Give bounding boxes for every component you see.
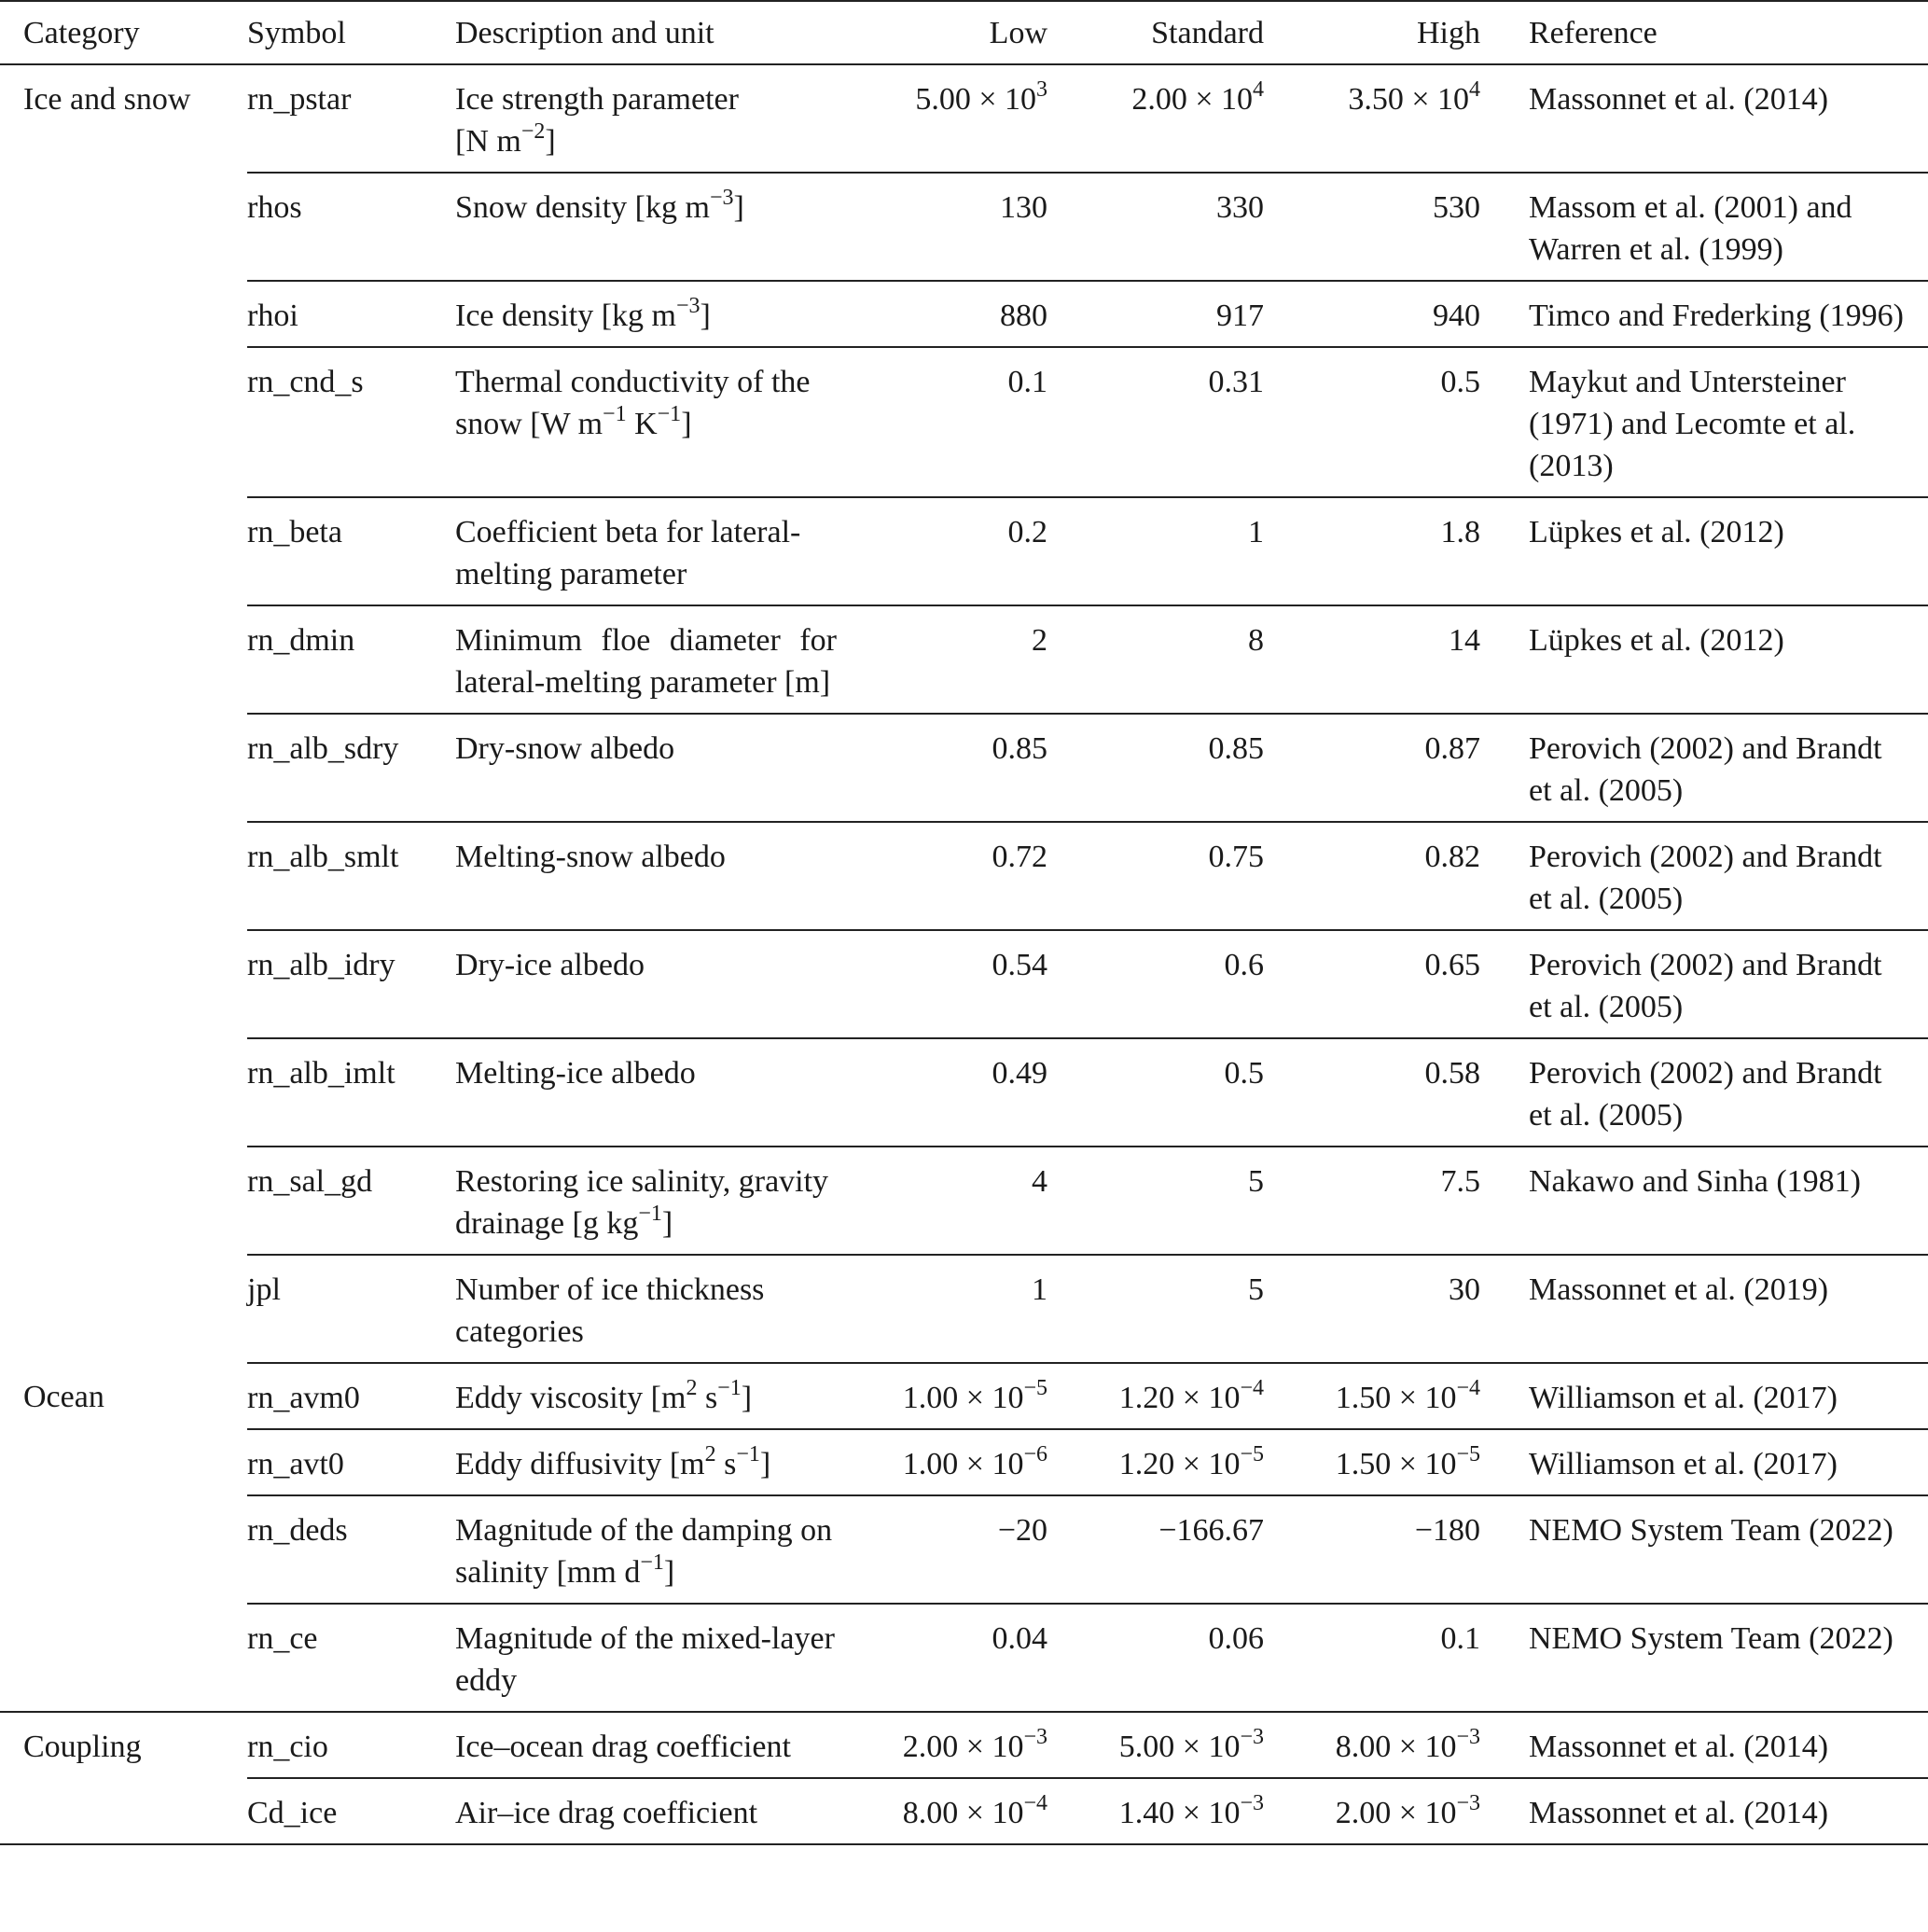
unit-exponent: −3 — [676, 293, 700, 318]
description-cell — [455, 1495, 863, 1604]
unit-exponent: −1 — [603, 401, 627, 426]
high-cell: 0.65 — [1294, 930, 1510, 1038]
standard-mantissa: 1.40 × 10 — [1118, 1796, 1241, 1830]
symbol-cell: rn_sal_gd — [247, 1147, 455, 1255]
standard-cell — [1077, 64, 1294, 173]
symbol-cell: rn_alb_sdry — [247, 714, 455, 822]
unit-mid: s — [715, 1447, 737, 1481]
table-row — [0, 822, 1928, 930]
reference-cell: Williamson et al. (2017) — [1510, 1363, 1928, 1429]
standard-cell: 1 — [1077, 497, 1294, 605]
reference-cell: Massonnet et al. (2014) — [1510, 1778, 1928, 1844]
description-cell — [455, 347, 863, 497]
standard-cell — [1077, 1429, 1294, 1495]
high-cell: 0.58 — [1294, 1038, 1510, 1147]
reference-cell: Massom et al. (2001) and Warren et al. (1999) — [1510, 173, 1928, 281]
standard-cell: −166.67 — [1077, 1495, 1294, 1604]
standard-cell: 0.75 — [1077, 822, 1294, 930]
table-row — [0, 930, 1928, 1038]
description-cell: Melting-snow albedo — [455, 822, 863, 930]
low-exponent: 3 — [1036, 76, 1047, 102]
standard-cell: 330 — [1077, 173, 1294, 281]
description-cell: Number of ice thickness categories — [455, 1255, 863, 1363]
symbol-cell: jpl — [247, 1255, 455, 1363]
header-reference: Reference — [1510, 1, 1928, 64]
low-cell: 130 — [863, 173, 1077, 281]
standard-cell: 0.5 — [1077, 1038, 1294, 1147]
symbol-cell: rn_cio — [247, 1712, 455, 1778]
low-cell: 2 — [863, 605, 1077, 714]
high-mantissa: 2.00 × 10 — [1335, 1796, 1457, 1830]
standard-cell: 8 — [1077, 605, 1294, 714]
standard-cell: 0.06 — [1077, 1604, 1294, 1712]
symbol-cell: rn_beta — [247, 497, 455, 605]
standard-exponent: −3 — [1240, 1790, 1264, 1815]
high-cell: 0.87 — [1294, 714, 1510, 822]
high-cell: 530 — [1294, 173, 1510, 281]
standard-mantissa: 5.00 × 10 — [1118, 1730, 1241, 1764]
unit-close: ] — [663, 1555, 675, 1590]
symbol-cell: rn_avm0 — [247, 1363, 455, 1429]
standard-cell: 0.6 — [1077, 930, 1294, 1038]
description-cell: Dry-ice albedo — [455, 930, 863, 1038]
standard-cell: 0.31 — [1077, 347, 1294, 497]
table-row — [0, 347, 1928, 497]
table-row — [0, 714, 1928, 822]
unit-close: ] — [759, 1447, 771, 1481]
high-mantissa: 3.50 × 10 — [1348, 82, 1469, 117]
table-row — [0, 605, 1928, 714]
unit-close: ] — [700, 299, 711, 333]
description-cell — [455, 1363, 863, 1429]
low-cell — [863, 64, 1077, 173]
description-text: Ice strength parameter — [455, 82, 739, 117]
description-text: Eddy viscosity [m — [455, 1381, 687, 1415]
low-cell: 0.72 — [863, 822, 1077, 930]
header-symbol: Symbol — [247, 1, 455, 64]
low-cell: 0.85 — [863, 714, 1077, 822]
high-exponent: −3 — [1456, 1790, 1480, 1815]
reference-cell: NEMO System Team (2022) — [1510, 1495, 1928, 1604]
table-row — [0, 1778, 1928, 1844]
low-cell: 0.49 — [863, 1038, 1077, 1147]
unit-exponent: −3 — [709, 185, 734, 210]
high-cell — [1294, 1712, 1510, 1778]
standard-cell — [1077, 1363, 1294, 1429]
description-text: Restoring ice salinity, gravity drainage [g kg — [455, 1164, 829, 1241]
reference-cell: Massonnet et al. (2014) — [1510, 64, 1928, 173]
low-cell: −20 — [863, 1495, 1077, 1604]
unit-close: ] — [661, 1206, 673, 1241]
description-cell: Air–ice drag coefficient — [455, 1778, 863, 1844]
high-cell: 30 — [1294, 1255, 1510, 1363]
standard-mantissa: 1.20 × 10 — [1118, 1447, 1241, 1481]
low-exponent: −6 — [1023, 1441, 1047, 1466]
high-cell: 1.8 — [1294, 497, 1510, 605]
low-cell — [863, 1778, 1077, 1844]
description-cell — [455, 281, 863, 347]
table-row — [0, 173, 1928, 281]
standard-cell: 5 — [1077, 1147, 1294, 1255]
description-cell — [455, 1147, 863, 1255]
low-cell: 0.04 — [863, 1604, 1077, 1712]
symbol-cell: rn_deds — [247, 1495, 455, 1604]
low-cell — [863, 1429, 1077, 1495]
table-row — [0, 1429, 1928, 1495]
high-mantissa: 8.00 × 10 — [1335, 1730, 1457, 1764]
low-cell: 0.2 — [863, 497, 1077, 605]
low-exponent: −4 — [1023, 1790, 1047, 1815]
header-description: Description and unit — [455, 1, 863, 64]
high-exponent: 4 — [1469, 76, 1480, 102]
table-row — [0, 1712, 1928, 1778]
unit-exponent: −1 — [640, 1550, 664, 1575]
low-cell: 880 — [863, 281, 1077, 347]
high-mantissa: 1.50 × 10 — [1335, 1381, 1457, 1415]
low-exponent: −3 — [1023, 1724, 1047, 1749]
description-cell — [455, 64, 863, 173]
reference-cell: Lüpkes et al. (2012) — [1510, 497, 1928, 605]
reference-cell: Perovich (2002) and Brandt et al. (2005) — [1510, 930, 1928, 1038]
standard-exponent: −5 — [1240, 1441, 1264, 1466]
low-cell: 1 — [863, 1255, 1077, 1363]
reference-cell: Perovich (2002) and Brandt et al. (2005) — [1510, 1038, 1928, 1147]
low-cell: 0.1 — [863, 347, 1077, 497]
unit-close: ] — [681, 407, 692, 441]
table-row — [0, 1038, 1928, 1147]
description-text: Ice density [kg m — [455, 299, 676, 333]
high-cell: 0.1 — [1294, 1604, 1510, 1712]
unit-exponent: −2 — [520, 118, 546, 144]
symbol-cell: rn_cnd_s — [247, 347, 455, 497]
table-row — [0, 1495, 1928, 1604]
symbol-cell: rn_alb_imlt — [247, 1038, 455, 1147]
unit-exponent-2: −1 — [736, 1441, 760, 1466]
high-cell — [1294, 64, 1510, 173]
table-row — [0, 1604, 1928, 1712]
header-low: Low — [863, 1, 1077, 64]
high-cell: 940 — [1294, 281, 1510, 347]
description-text: Magnitude of the mixed-layer — [455, 1621, 835, 1656]
reference-cell: Perovich (2002) and Brandt et al. (2005) — [1510, 714, 1928, 822]
description-text: Magnitude of the damping on salinity [mm d — [455, 1513, 833, 1590]
high-exponent: −5 — [1456, 1441, 1480, 1466]
standard-mantissa: 1.20 × 10 — [1118, 1381, 1241, 1415]
description-line-3: eddy — [455, 1663, 518, 1698]
symbol-cell: Cd_ice — [247, 1778, 455, 1844]
description-cell — [455, 1604, 863, 1712]
low-cell: 0.54 — [863, 930, 1077, 1038]
high-cell — [1294, 1429, 1510, 1495]
header-standard: Standard — [1077, 1, 1294, 64]
unit-mid: s — [697, 1381, 718, 1415]
standard-exponent: −4 — [1240, 1375, 1264, 1400]
standard-cell: 917 — [1077, 281, 1294, 347]
unit-exponent-2: −1 — [717, 1375, 742, 1400]
standard-exponent: −3 — [1240, 1724, 1264, 1749]
table-row — [0, 1147, 1928, 1255]
standard-cell — [1077, 1712, 1294, 1778]
description-text: Eddy diffusivity [m — [455, 1447, 705, 1481]
reference-cell: Perovich (2002) and Brandt et al. (2005) — [1510, 822, 1928, 930]
low-mantissa: 1.00 × 10 — [902, 1447, 1024, 1481]
description-cell — [455, 173, 863, 281]
description-cell: Ice–ocean drag coefficient — [455, 1712, 863, 1778]
unit-close: ] — [741, 1381, 753, 1415]
header-high: High — [1294, 1, 1510, 64]
high-exponent: −3 — [1456, 1724, 1480, 1749]
high-cell: −180 — [1294, 1495, 1510, 1604]
category-cell: Ocean — [0, 1363, 247, 1712]
symbol-cell: rn_dmin — [247, 605, 455, 714]
high-cell: 0.5 — [1294, 347, 1510, 497]
symbol-cell: rn_ce — [247, 1604, 455, 1712]
table-row — [0, 281, 1928, 347]
low-cell: 4 — [863, 1147, 1077, 1255]
reference-cell: Massonnet et al. (2019) — [1510, 1255, 1928, 1363]
reference-cell: Williamson et al. (2017) — [1510, 1429, 1928, 1495]
symbol-cell: rn_alb_smlt — [247, 822, 455, 930]
reference-cell: Lüpkes et al. (2012) — [1510, 605, 1928, 714]
description-cell: Minimum floe diameter for lateral-melting parameter [m] — [455, 605, 863, 714]
symbol-cell: rhos — [247, 173, 455, 281]
description-cell: Melting-ice albedo — [455, 1038, 863, 1147]
low-cell — [863, 1712, 1077, 1778]
symbol-cell: rhoi — [247, 281, 455, 347]
description-cell: Coefficient beta for lateral-melting parameter — [455, 497, 863, 605]
high-mantissa: 1.50 × 10 — [1335, 1447, 1457, 1481]
low-exponent: −5 — [1023, 1375, 1047, 1400]
unit-text: [N m — [455, 124, 521, 159]
unit-exponent-2: −1 — [657, 401, 682, 426]
description-cell — [455, 1429, 863, 1495]
table-row — [0, 64, 1928, 173]
unit-exponent: −1 — [638, 1201, 662, 1226]
symbol-cell: rn_alb_idry — [247, 930, 455, 1038]
high-cell: 14 — [1294, 605, 1510, 714]
reference-cell: Nakawo and Sinha (1981) — [1510, 1147, 1928, 1255]
reference-cell: Timco and Frederking (1996) — [1510, 281, 1928, 347]
reference-cell: NEMO System Team (2022) — [1510, 1604, 1928, 1712]
high-cell — [1294, 1778, 1510, 1844]
description-text: Snow density [kg m — [455, 190, 710, 225]
unit-exponent: 2 — [686, 1375, 698, 1400]
header-category: Category — [0, 1, 247, 64]
low-mantissa: 5.00 × 10 — [915, 82, 1036, 117]
low-mantissa: 2.00 × 10 — [902, 1730, 1024, 1764]
reference-cell: Massonnet et al. (2014) — [1510, 1712, 1928, 1778]
standard-cell — [1077, 1778, 1294, 1844]
low-cell — [863, 1363, 1077, 1429]
high-exponent: −4 — [1456, 1375, 1480, 1400]
low-mantissa: 8.00 × 10 — [902, 1796, 1024, 1830]
low-mantissa: 1.00 × 10 — [902, 1381, 1024, 1415]
standard-cell: 0.85 — [1077, 714, 1294, 822]
reference-cell: Maykut and Untersteiner (1971) and Lecomte et al. (2013) — [1510, 347, 1928, 497]
table-row — [0, 1363, 1928, 1429]
high-cell — [1294, 1363, 1510, 1429]
symbol-cell: rn_avt0 — [247, 1429, 455, 1495]
table-row — [0, 497, 1928, 605]
header-row — [0, 1, 1928, 64]
unit-close: ] — [733, 190, 744, 225]
unit-close: ] — [545, 124, 556, 159]
high-cell: 0.82 — [1294, 822, 1510, 930]
symbol-cell: rn_pstar — [247, 64, 455, 173]
standard-mantissa: 2.00 × 10 — [1131, 82, 1253, 117]
high-cell: 7.5 — [1294, 1147, 1510, 1255]
standard-cell: 5 — [1077, 1255, 1294, 1363]
unit-mid: K — [626, 407, 658, 441]
description-cell: Dry-snow albedo — [455, 714, 863, 822]
category-cell: Coupling — [0, 1712, 247, 1844]
standard-exponent: 4 — [1253, 76, 1264, 102]
category-cell: Ice and snow — [23, 82, 191, 117]
description-text: Thermal conductivity of the snow [W m — [455, 365, 811, 441]
unit-exponent: 2 — [704, 1441, 716, 1466]
table-row — [0, 1255, 1928, 1363]
